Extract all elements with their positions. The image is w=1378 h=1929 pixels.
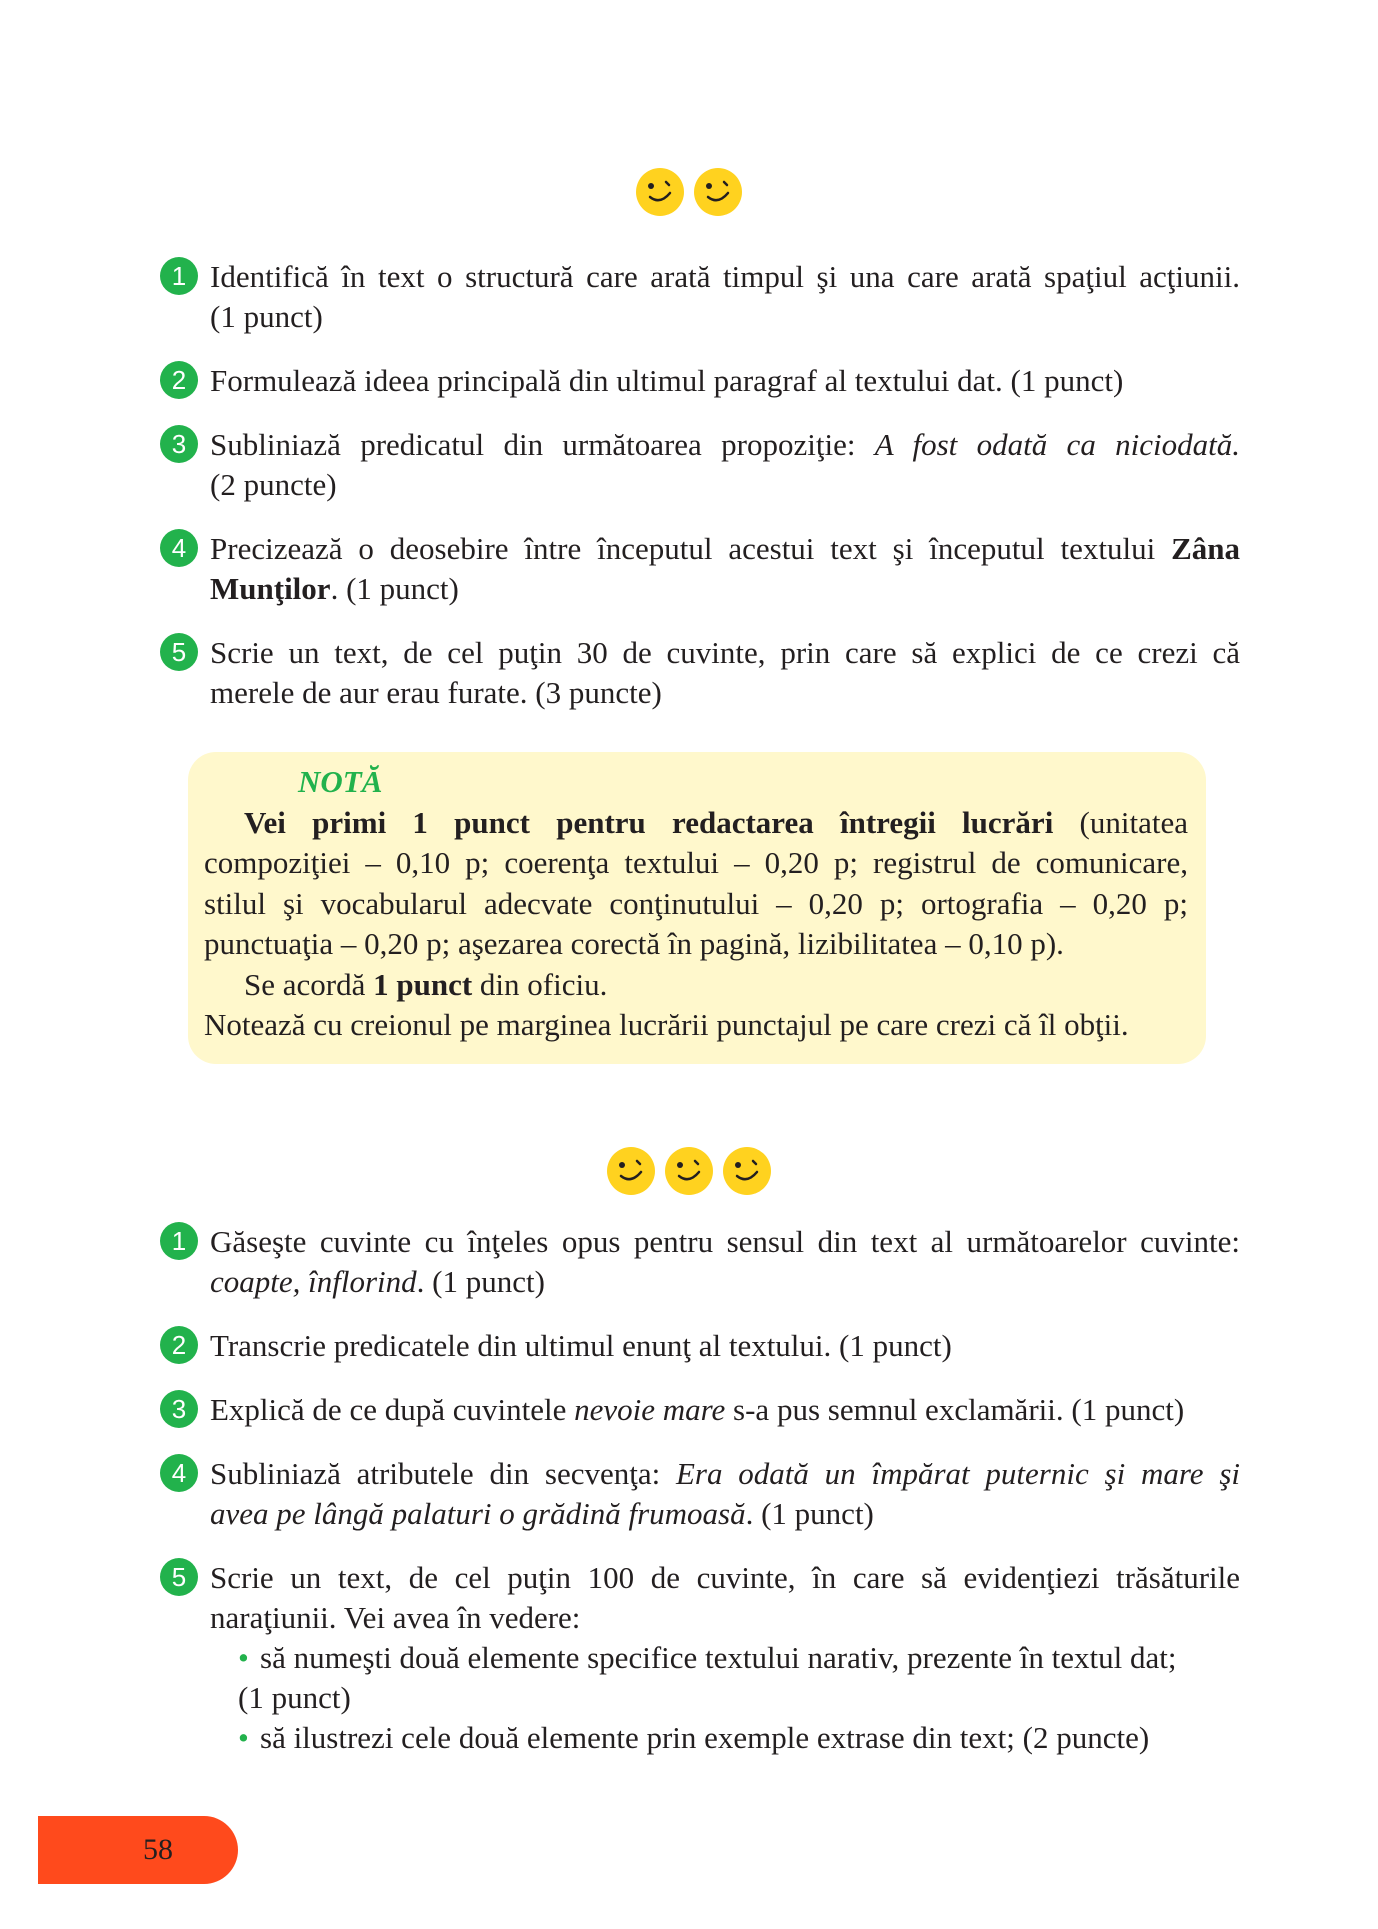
exercise-item — [160, 1390, 1240, 1430]
difficulty-level-2 — [0, 167, 1378, 217]
exercise-number: 2 — [160, 1326, 198, 1364]
exercise-item — [160, 1326, 1240, 1366]
text-run: să numeşti două elemente specifice textului narativ, prezente în textul dat; — [260, 1640, 1177, 1675]
exercise-number: 2 — [160, 361, 198, 399]
text-run: Subliniază predicatul din următoarea propoziţie: — [210, 427, 875, 462]
text-run: (unitatea — [1053, 804, 1188, 840]
exercise-number: 4 — [160, 1454, 198, 1492]
text-run: Vei primi 1 punct pentru redactarea întregii lucrări — [244, 804, 1054, 840]
exercise-number: 1 — [160, 257, 198, 295]
smiley-icon — [664, 1146, 714, 1196]
exercise-number: 4 — [160, 529, 198, 567]
text-run: . (1 punct) — [416, 1264, 545, 1299]
bullet-icon: • — [238, 1640, 249, 1675]
exercise-text — [210, 425, 1240, 465]
exercise-text: (2 puncte) — [210, 467, 337, 502]
text-run: nevoie mare — [574, 1392, 726, 1427]
note-box — [188, 752, 1206, 1064]
exercise-number: 3 — [160, 1390, 198, 1428]
exercise-text: Formulează ideea principală din ultimul paragraf al textului dat. (1 punct) — [210, 363, 1124, 398]
exercise-number: 1 — [160, 1222, 198, 1260]
exercise-item — [160, 361, 1240, 401]
exercise-item — [160, 1222, 1240, 1302]
exercise-text: merele de aur erau furate. (3 puncte) — [210, 675, 662, 710]
exercise-text — [210, 1494, 1240, 1534]
text-title: Zâna — [1171, 531, 1240, 566]
note-line: stilul şi vocabularul adecvate conţinutului – 0,20 p; ortografia – 0,20 p; — [204, 885, 1188, 921]
text-run: . (1 punct) — [745, 1496, 874, 1531]
exercise-text: Identifică în text o structură care arată timpul şi una care arată spaţiul acţiunii. — [210, 259, 1240, 294]
exercise-text: Găseşte cuvinte cu înţeles opus pentru sensul din text al următoarelor cuvinte: — [210, 1224, 1240, 1259]
exercise-item — [160, 1454, 1240, 1534]
note-line — [204, 965, 1188, 1006]
exercise-item — [160, 1558, 1240, 1758]
exercise-text: Transcrie predicatele din ultimul enunţ al textului. (1 punct) — [210, 1328, 952, 1363]
text-run: Explică de ce după cuvintele — [210, 1392, 575, 1427]
exercise-list-2 — [160, 1222, 1240, 1782]
text-title: Munţilor — [210, 571, 331, 606]
smiley-icon — [722, 1146, 772, 1196]
text-run: Se acordă — [244, 966, 374, 1002]
text-run: să ilustrezi cele două elemente prin exemple extrase din text; (2 puncte) — [260, 1720, 1150, 1755]
exercise-number: 3 — [160, 425, 198, 463]
exercise-number: 5 — [160, 633, 198, 671]
note-line: Notează cu creionul pe marginea lucrării punctajul pe care crezi că îl obţii. — [204, 1007, 1129, 1042]
bullet-item — [238, 1718, 1240, 1758]
text-run: s-a pus semnul exclamării. (1 punct) — [725, 1392, 1185, 1427]
bullet-list — [210, 1638, 1240, 1758]
exercise-item — [160, 425, 1240, 505]
exercise-item — [160, 633, 1240, 713]
exercise-text — [210, 529, 1240, 569]
exercise-item — [160, 257, 1240, 337]
page-number-tab — [38, 1816, 238, 1884]
exercise-text: (1 punct) — [210, 299, 323, 334]
exercise-number: 5 — [160, 1558, 198, 1596]
bullet-item-continuation: (1 punct) — [238, 1680, 351, 1715]
page-number: 58 — [143, 1833, 173, 1866]
exercise-item — [160, 529, 1240, 609]
note-line: compoziţiei – 0,10 p; coerenţa textului – 0,20 p; registrul de comunicare, — [204, 845, 1188, 880]
bullet-item — [238, 1638, 1240, 1678]
exercise-list-1 — [160, 257, 1240, 737]
exercise-text — [210, 1262, 1240, 1302]
note-line: punctuaţia – 0,20 p; aşezarea corectă în pagină, lizibilitatea – 0,10 p). — [204, 926, 1064, 961]
exercise-text — [210, 1390, 1240, 1430]
note-line — [204, 803, 1188, 844]
exercise-text — [210, 1454, 1240, 1494]
exercise-text: Scrie un text, de cel puţin 100 de cuvinte, în care să evidenţiezi trăsăturile — [210, 1560, 1240, 1595]
bullet-icon: • — [238, 1720, 249, 1755]
exercise-text — [210, 569, 1240, 609]
smiley-icon — [606, 1146, 656, 1196]
text-run: Precizează o deosebire între începutul acestui text şi începutul textului — [210, 531, 1172, 566]
text-run: din oficiu. — [472, 966, 608, 1002]
text-run: . (1 punct) — [330, 571, 459, 606]
text-run: Era odată un împărat puternic şi mare şi — [676, 1456, 1240, 1491]
exercise-text: naraţiunii. Vei avea în vedere: — [210, 1600, 581, 1635]
note-title: NOTĂ — [298, 764, 383, 799]
text-run: Subliniază atributele din secvenţa: — [210, 1456, 676, 1491]
smiley-icon — [635, 167, 685, 217]
text-run: avea pe lângă palaturi o grădină frumoasă — [210, 1496, 746, 1531]
difficulty-level-3 — [0, 1146, 1378, 1196]
text-run: 1 punct — [373, 966, 473, 1002]
exercise-text: Scrie un text, de cel puţin 30 de cuvinte, prin care să explici de ce crezi că — [210, 635, 1240, 670]
smiley-icon — [693, 167, 743, 217]
text-run: coapte, înflorind — [210, 1264, 417, 1299]
quoted-sentence: A fost odată ca niciodată. — [874, 427, 1240, 462]
